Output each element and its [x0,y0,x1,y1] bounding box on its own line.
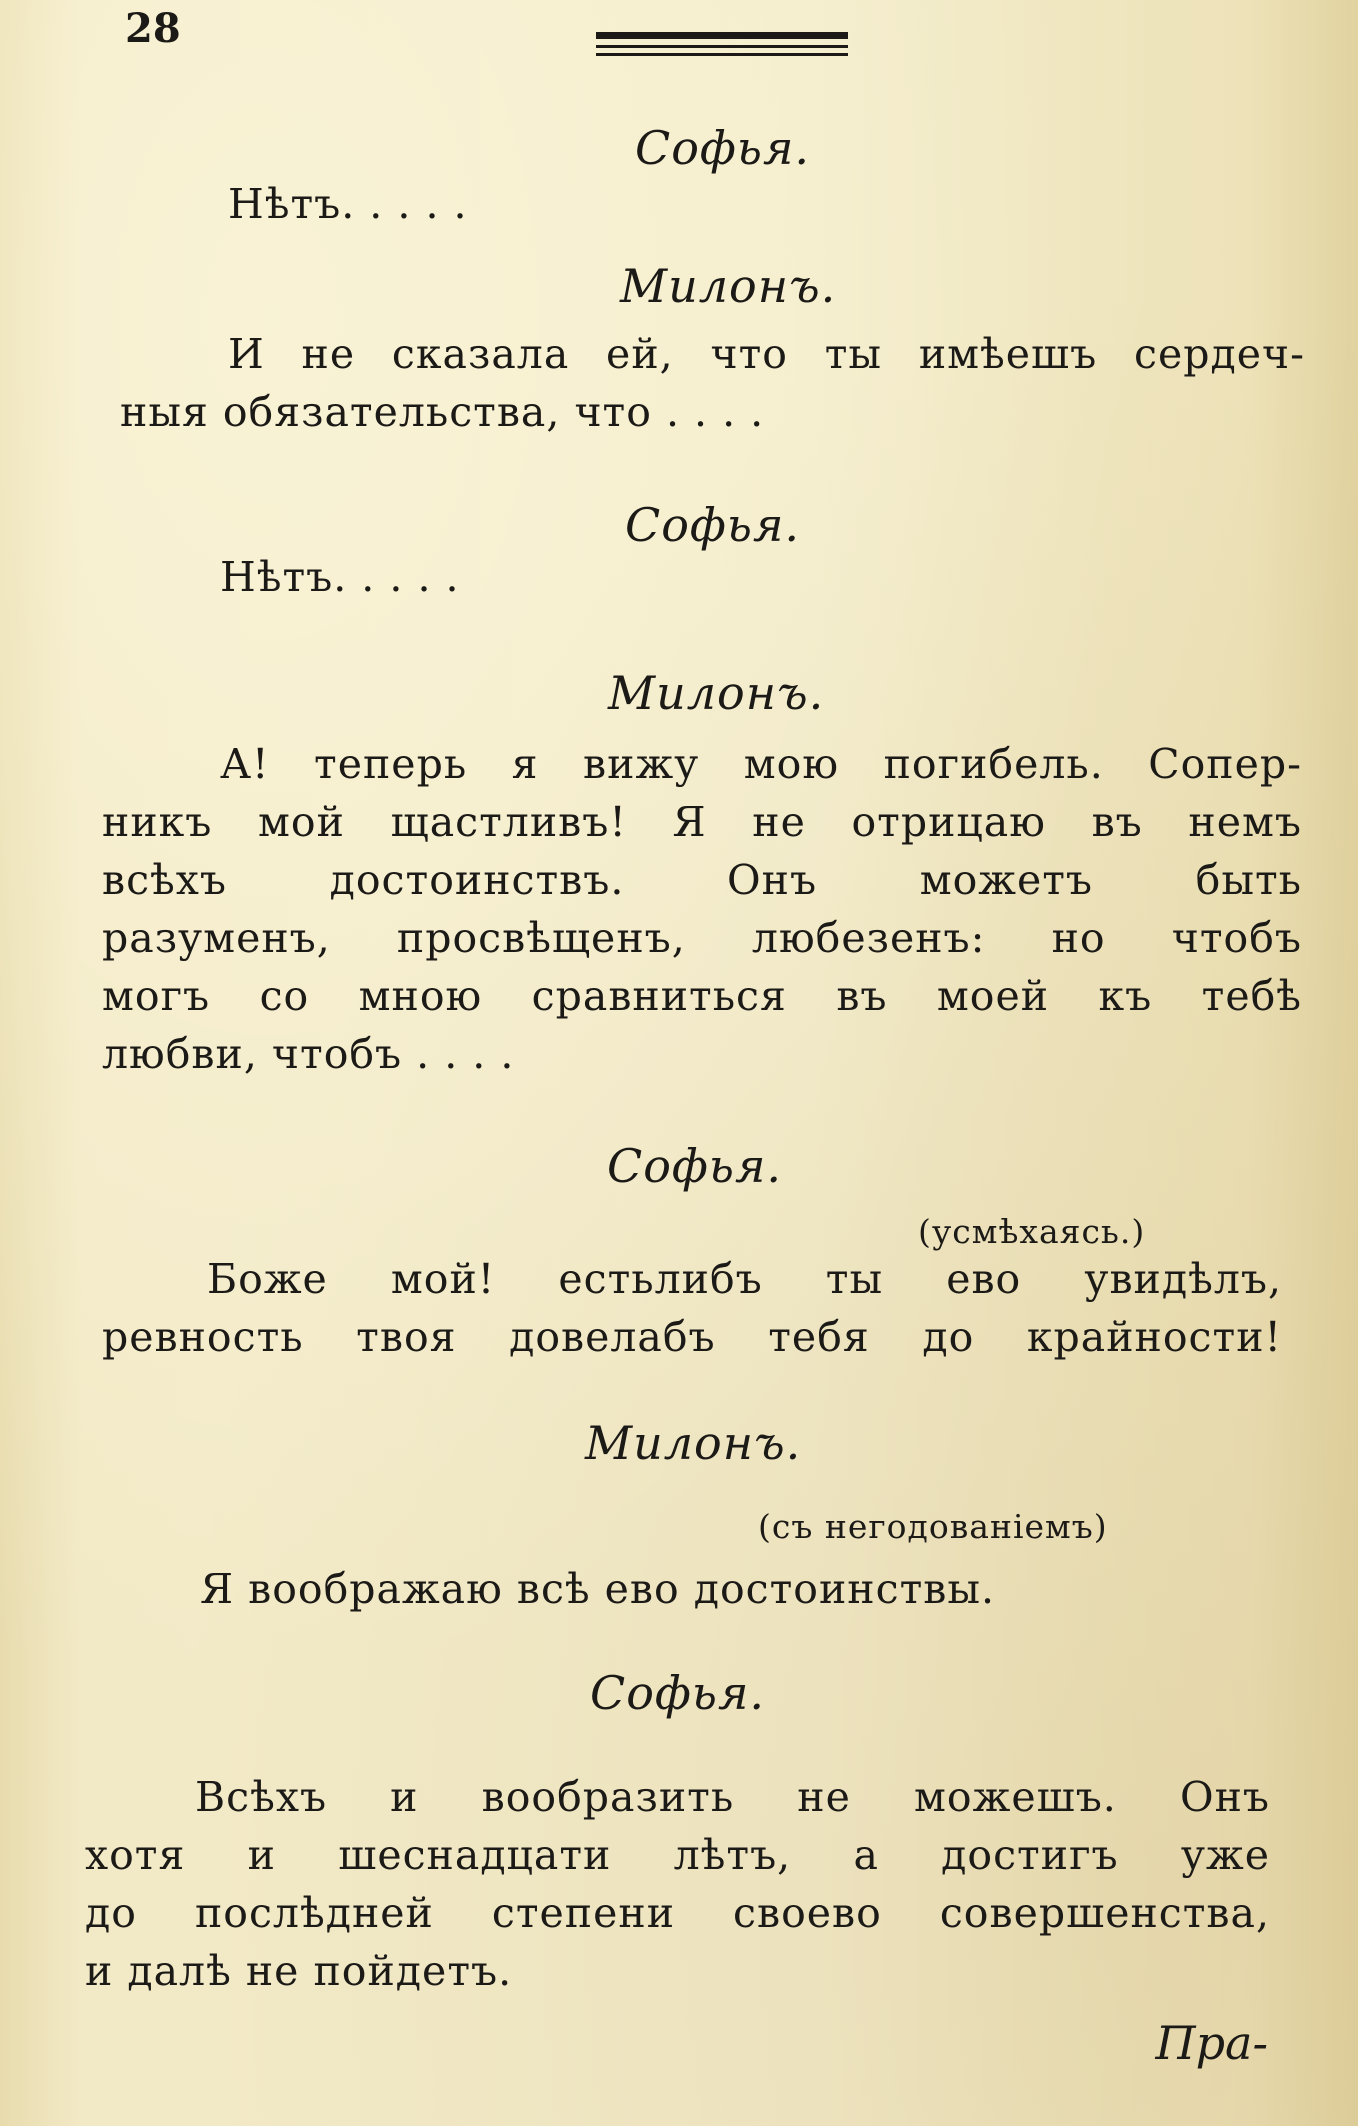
speaker-name: Милонъ. [620,259,837,313]
dialogue-line: разуменъ, просвѣщенъ, любезенъ: но чтобъ [102,914,1302,962]
speaker-name: Софья. [635,121,811,175]
speaker-name: Софья. [590,1666,766,1720]
dialogue-line: Всѣхъ и вообразить не можешъ. Онъ [195,1773,1270,1821]
dialogue-line: никъ мой щастливъ! Я не отрицаю въ немъ [102,798,1302,846]
dialogue-line: Нѣтъ. . . . . [220,553,460,601]
dialogue-line: Боже мой! естьлибъ ты ево увидѣлъ, [207,1255,1282,1303]
dialogue-line: И не сказала ей, что ты имѣешъ сердеч- [228,330,1305,378]
header-rule [596,28,848,62]
speaker-name: Софья. [607,1139,783,1193]
dialogue-line: Я воображаю всѣ ево достоинствы. [200,1565,996,1613]
stage-direction: (съ негодованiемъ) [758,1507,1108,1546]
speaker-name: Софья. [625,498,801,552]
dialogue-line: всѣхъ достоинствъ. Онъ можетъ быть [102,856,1302,904]
dialogue-line: Нѣтъ. . . . . [228,180,468,228]
dialogue-paragraph [120,325,1305,441]
dialogue-line: ныя обязательства, что . . . . [120,388,765,436]
dialogue-paragraph [220,548,460,606]
dialogue-paragraph [102,735,1302,1083]
header-rule-thin-bottom [596,53,848,56]
header-rule-thick [596,32,848,39]
catchword: Пра- [1155,2016,1268,2070]
dialogue-line: до послѣдней степени своево совершенства, [85,1889,1270,1937]
speaker-name: Милонъ. [585,1416,802,1470]
dialogue-line: ревность твоя довелабъ тебя до крайности! [102,1313,1282,1361]
dialogue-paragraph [228,175,468,233]
page-number: 28 [125,5,181,52]
dialogue-line: хотя и шеснадцати лѣтъ, а достигъ уже [85,1831,1270,1879]
dialogue-paragraph [200,1560,995,1618]
dialogue-line: любви, чтобъ . . . . [102,1030,515,1078]
dialogue-paragraph [85,1768,1270,2000]
speaker-name: Милонъ. [608,666,825,720]
dialogue-paragraph [102,1250,1282,1366]
dialogue-line: А! теперь я вижу мою погибель. Сопер- [220,740,1302,788]
stage-direction: (усмѣхаясь.) [918,1212,1146,1251]
dialogue-line: могъ со мною сравниться въ моей къ тебѣ [102,972,1302,1020]
dialogue-line: и далѣ не пойдетъ. [85,1947,513,1995]
header-rule-thin-top [596,45,848,48]
